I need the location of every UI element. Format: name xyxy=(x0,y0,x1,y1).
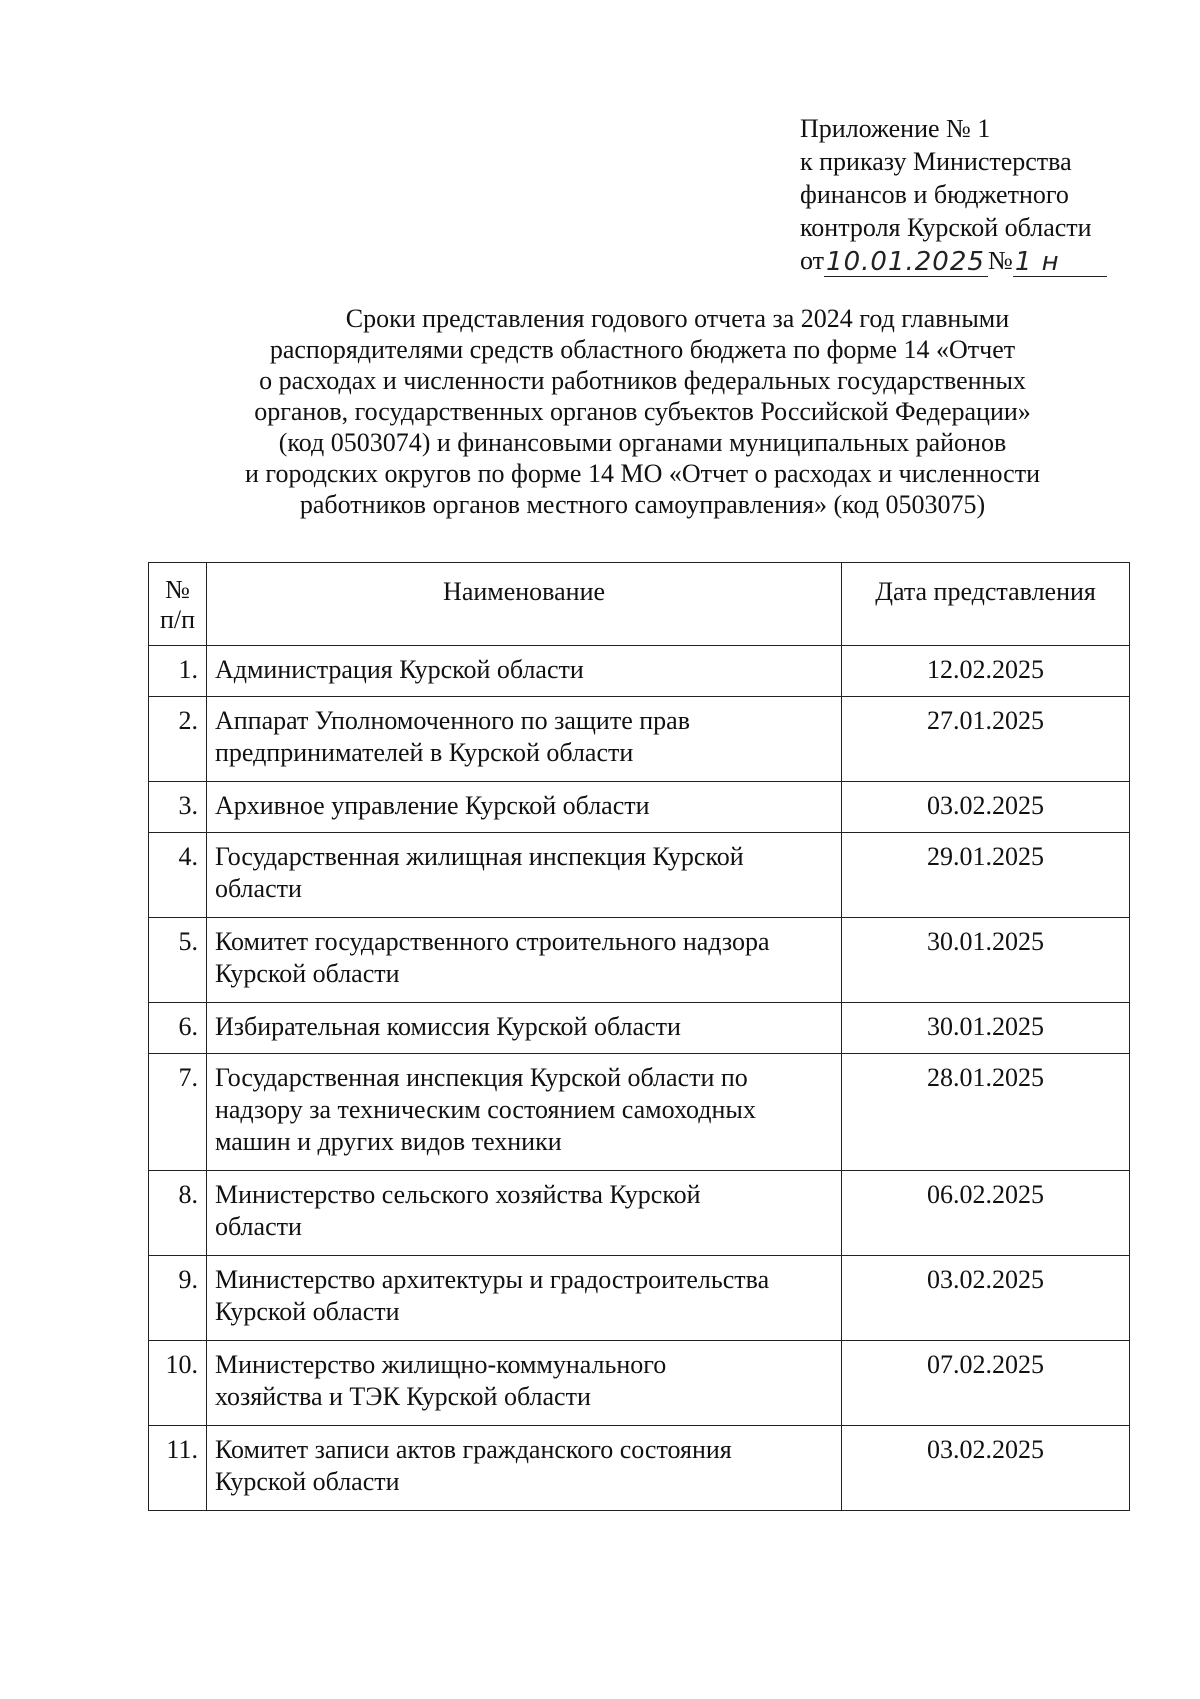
row-date: 30.01.2025 xyxy=(842,918,1130,1003)
appendix-line-4: контроля Курской области xyxy=(800,213,1092,242)
table-row xyxy=(149,918,1130,1003)
row-date: 28.01.2025 xyxy=(842,1054,1130,1171)
row-name xyxy=(206,646,841,697)
table-row xyxy=(149,833,1130,918)
row-number: 8. xyxy=(149,1171,207,1256)
row-name-line: Государственная инспекция Курской области по xyxy=(214,1063,748,1092)
row-name xyxy=(206,918,841,1003)
row-date: 27.01.2025 xyxy=(842,697,1130,782)
row-name-line: Архивное управление Курской области xyxy=(214,791,650,820)
row-number: 11. xyxy=(149,1426,207,1511)
row-name-line: Курской области xyxy=(214,1467,400,1496)
row-name-line: машин и других видов техники xyxy=(214,1127,562,1156)
row-name-line: предпринимателей в Курской области xyxy=(214,738,634,767)
row-date: 06.02.2025 xyxy=(842,1171,1130,1256)
row-name-line: Курской области xyxy=(214,1297,400,1326)
row-date: 03.02.2025 xyxy=(842,1256,1130,1341)
row-name-line: Министерство сельского хозяйства Курской xyxy=(214,1180,701,1209)
row-name xyxy=(206,1426,841,1511)
header-number-line-2: п/п xyxy=(159,605,196,634)
table-row xyxy=(149,1171,1130,1256)
order-date-handwritten: 10.01.2025 xyxy=(824,248,988,277)
row-name xyxy=(206,1341,841,1426)
table-row xyxy=(149,646,1130,697)
table-row xyxy=(149,782,1130,833)
title-line-7: работников органов местного самоуправления» (код 0503075) xyxy=(299,490,986,519)
row-number: 10. xyxy=(149,1341,207,1426)
title-line-5: (код 0503074) и финансовыми органами муниципальных районов xyxy=(278,428,1007,457)
table-header-row xyxy=(149,563,1130,646)
header-name: Наименование xyxy=(206,563,841,646)
row-name-line: Избирательная комиссия Курской области xyxy=(214,1012,681,1041)
row-name-line: Министерство архитектуры и градостроительства xyxy=(214,1265,770,1294)
row-name-line: Государственная жилищная инспекция Курской xyxy=(214,842,744,871)
table-row xyxy=(149,697,1130,782)
table-row xyxy=(149,1256,1130,1341)
table-row xyxy=(149,1341,1130,1426)
order-reference xyxy=(800,244,1160,277)
row-name-line: хозяйства и ТЭК Курской области xyxy=(214,1382,591,1411)
header-number xyxy=(149,563,207,646)
row-name xyxy=(206,782,841,833)
appendix-line-2: к приказу Министерства xyxy=(800,147,1072,176)
row-name-line: Курской области xyxy=(214,959,400,988)
row-number: 7. xyxy=(149,1054,207,1171)
title-line-4: органов, государственных органов субъектов Российской Федерации» xyxy=(254,397,1031,426)
row-number: 1. xyxy=(149,646,207,697)
row-number: 2. xyxy=(149,697,207,782)
row-number: 4. xyxy=(149,833,207,918)
row-name-line: надзору за техническим состоянием самоходных xyxy=(214,1095,756,1124)
row-date: 12.02.2025 xyxy=(842,646,1130,697)
row-name xyxy=(206,1054,841,1171)
row-date: 07.02.2025 xyxy=(842,1341,1130,1426)
row-number: 9. xyxy=(149,1256,207,1341)
row-number: 6. xyxy=(149,1003,207,1054)
appendix-block xyxy=(800,112,1160,277)
appendix-line-1: Приложение № 1 xyxy=(800,114,991,143)
row-number: 5. xyxy=(149,918,207,1003)
row-date: 03.02.2025 xyxy=(842,782,1130,833)
row-name xyxy=(206,697,841,782)
title-line-3: о расходах и численности работников федеральных государственных xyxy=(259,366,1026,395)
row-name-line: Аппарат Уполномоченного по защите прав xyxy=(214,706,690,735)
order-number-label: № xyxy=(988,246,1013,275)
header-number-line-1: № xyxy=(165,575,190,604)
header-date: Дата представления xyxy=(842,563,1130,646)
order-number-handwritten: 1 н xyxy=(1013,248,1107,277)
title-line-1: Сроки представления годового отчета за 2024 год главными xyxy=(345,304,1010,333)
table-body xyxy=(149,646,1130,1511)
row-name-line: области xyxy=(214,1212,302,1241)
row-date: 29.01.2025 xyxy=(842,833,1130,918)
row-name xyxy=(206,1171,841,1256)
submission-schedule-table xyxy=(148,562,1130,1511)
table-row xyxy=(149,1054,1130,1171)
appendix-line-3: финансов и бюджетного xyxy=(800,180,1069,209)
title-line-2: распорядителями средств областного бюджета по форме 14 «Отчет xyxy=(269,335,1016,364)
row-date: 03.02.2025 xyxy=(842,1426,1130,1511)
row-number: 3. xyxy=(149,782,207,833)
order-prefix: от xyxy=(800,246,825,275)
row-name xyxy=(206,833,841,918)
table-row xyxy=(149,1426,1130,1511)
row-name-line: Комитет записи актов гражданского состояния xyxy=(214,1435,732,1464)
row-name-line: области xyxy=(214,874,302,903)
row-date: 30.01.2025 xyxy=(842,1003,1130,1054)
title-line-6: и городских округов по форме 14 МО «Отчет о расходах и численности xyxy=(245,459,1040,488)
row-name-line: Администрация Курской области xyxy=(214,655,584,684)
document-title xyxy=(150,303,1135,520)
table-row xyxy=(149,1003,1130,1054)
row-name-line: Комитет государственного строительного надзора xyxy=(214,927,770,956)
row-name xyxy=(206,1256,841,1341)
row-name xyxy=(206,1003,841,1054)
row-name-line: Министерство жилищно-коммунального xyxy=(214,1350,667,1379)
